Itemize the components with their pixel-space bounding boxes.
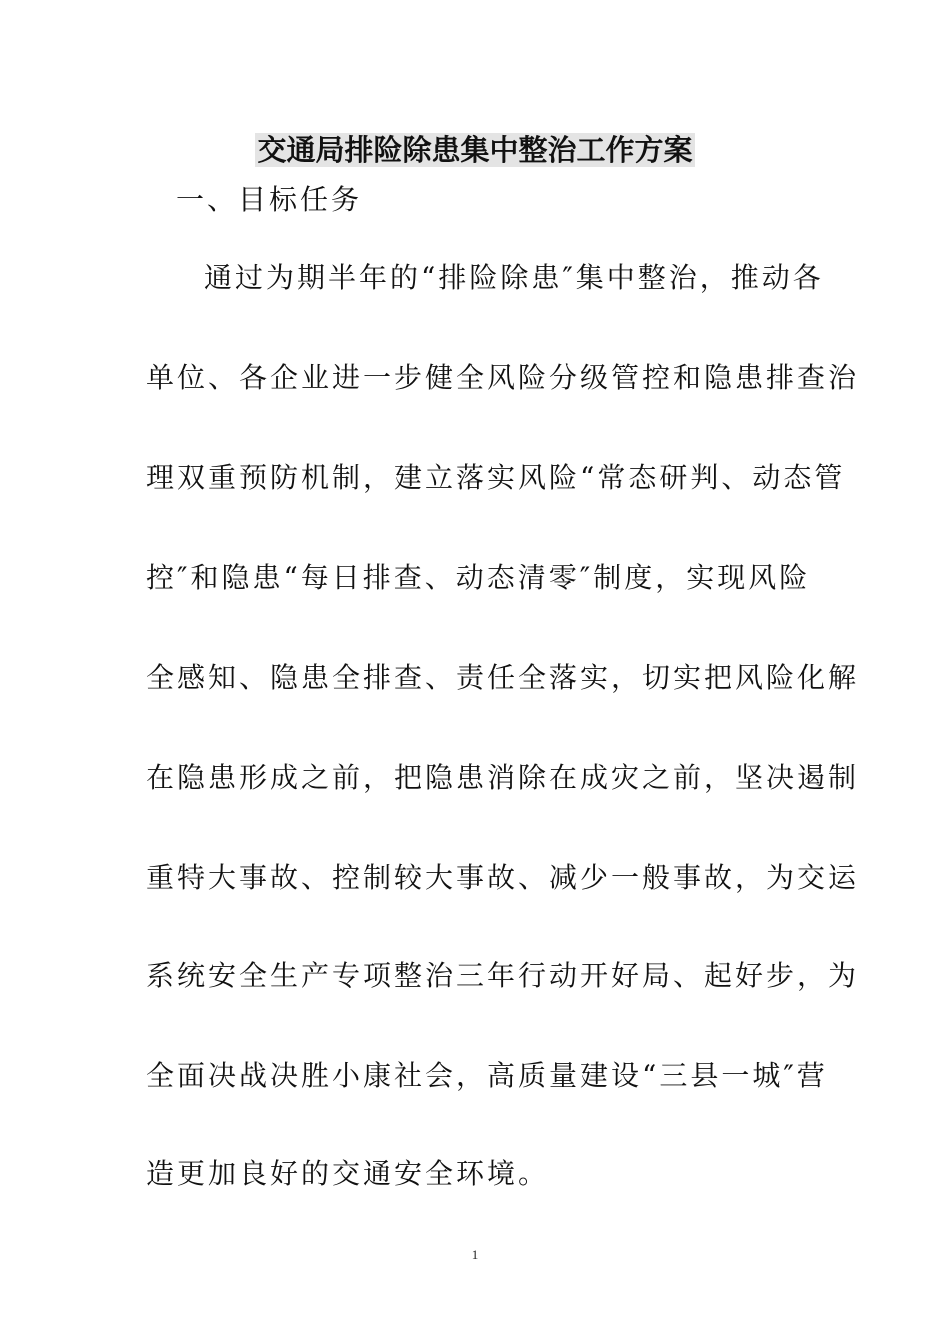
page-number: 1 [471,1247,479,1262]
paragraph-line-2: 单位、各企业进一步健全风险分级管控和隐患排查治 [146,361,860,394]
document-title [0,128,950,172]
paragraph-line-5: 全感知、隐患全排查、责任全落实，切实把风险化解 [146,661,860,694]
paragraph-line-6: 在隐患形成之前，把隐患消除在成灾之前，坚决遏制 [146,761,860,794]
document-title-text: 交通局排险除患集中整治工作方案 [257,133,693,167]
paragraph-line-3: 理双重预防机制，建立落实风险“常态研判、动态管 [146,461,846,494]
paragraph-line-9: 全面决战决胜小康社会，高质量建设“三县一城″营 [146,1059,828,1092]
section-heading: 一、目标任务 [176,183,363,216]
paragraph-line-1: 通过为期半年的“排险除患″集中整治，推动各 [204,261,824,294]
paragraph-line-8: 系统安全生产专项整治三年行动开好局、起好步，为 [146,959,860,992]
paragraph-line-7: 重特大事故、控制较大事故、减少一般事故，为交运 [146,861,860,894]
paragraph-line-10: 造更加良好的交通安全环境。 [146,1157,550,1190]
paragraph-line-4: 控″和隐患“每日排查、动态清零″制度，实现风险 [146,561,811,594]
